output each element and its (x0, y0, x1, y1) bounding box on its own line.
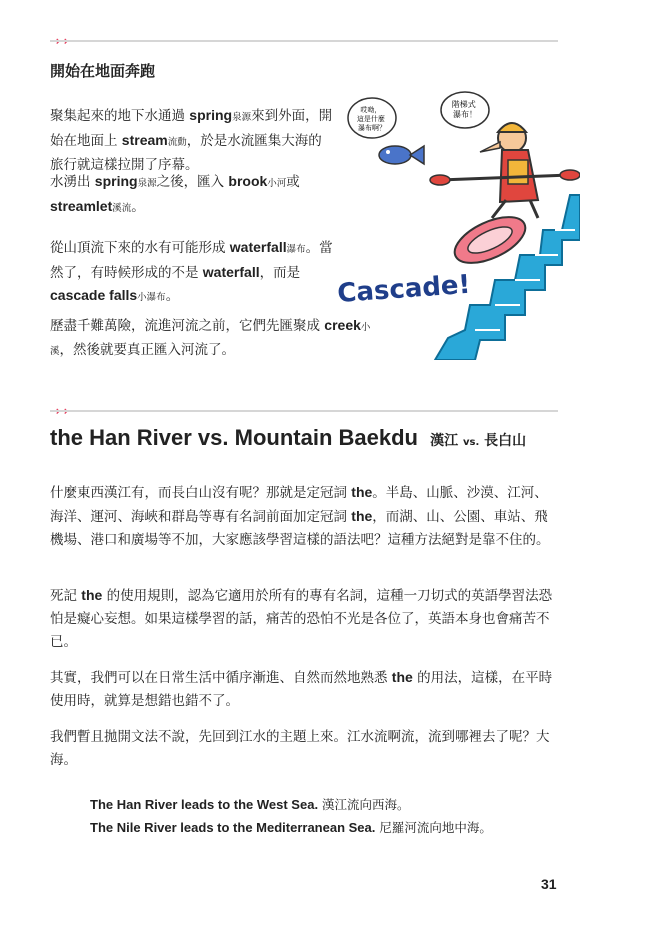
text-run: 的用法，這樣，在平時使用時，就算是想錯也錯不了。 (50, 670, 553, 709)
rafting-illustration (330, 90, 580, 360)
fish (379, 146, 411, 164)
text-run: 。 (131, 199, 145, 215)
fish-bubble-text: 哎呦， 這是什麼 瀑布啊？ (356, 106, 386, 132)
english-term: brook (228, 173, 268, 189)
gloss: 小河 (267, 178, 287, 189)
gloss: 泉源 (137, 178, 157, 189)
paragraph (50, 726, 560, 772)
example-sentence: The Han River leads to the West Sea. 漢江流向西海。 (90, 797, 410, 812)
text-run: 歷盡千難萬險，流進河流之前，它們先匯聚成 (50, 318, 325, 334)
english-term: the (81, 587, 103, 603)
text-run: 死記 (50, 588, 82, 604)
english-term: cascade falls (50, 287, 138, 303)
paragraph (50, 584, 560, 654)
text-run: 的使用規則，認為它適用於所有的專有名詞，這種一刀切式的英語學習法恐怕是癡心妄想。如果這樣學習的話，痛苦的恐怕不光是各位了，英語本身也會痛苦不已。 (50, 588, 553, 650)
english-term: the (391, 669, 413, 685)
text-run: ，於是水流匯集大海的旅行就這樣拉開了序幕。 (50, 133, 322, 173)
text-run: 什麼東西漢江有，而長白山沒有呢？那就是定冠詞 (50, 485, 352, 501)
section-heading (50, 425, 526, 451)
section-title: 開始在地面奔跑 (50, 62, 156, 80)
english-term: waterfall (229, 239, 287, 255)
paragraph (50, 104, 335, 176)
paragraph (50, 666, 560, 713)
text-run: 從山頂流下來的水有可能形成 (50, 240, 230, 256)
english-term: the (351, 484, 373, 500)
english-term: the (351, 508, 373, 524)
gloss: 瀑布 (286, 244, 306, 255)
text-run: 聚集起來的地下水通過 (50, 108, 190, 124)
gloss: 小瀑布 (137, 292, 166, 303)
english-term: spring (94, 173, 138, 189)
heading-chinese: 漢江 vs. 長白山 (430, 433, 527, 449)
english-term: spring (189, 107, 233, 123)
english-term: stream (121, 132, 168, 148)
heading-english: the Han River vs. Mountain Baekdu (50, 425, 418, 450)
cascade-caption: Cascade! (336, 269, 472, 309)
gloss: 流動 (167, 137, 187, 148)
text-run: 我們暫且拋開文法不說，先回到江水的主題上來。江水流啊流，流到哪裡去了呢？大海。 (50, 729, 550, 768)
page-number: 31 (541, 876, 557, 892)
text-run: 或 (286, 174, 300, 190)
text-run: ，而是 (259, 265, 301, 281)
section-divider (50, 40, 558, 42)
section-divider (50, 410, 558, 412)
text-run: 水湧出 (50, 174, 95, 190)
text-run: 。半島、山脈、沙漠、江河、海洋、運河、海峽和群島等專有名詞前面加定冠詞 (50, 485, 548, 525)
text-run: ，然後就要真正匯入河流了。 (59, 342, 236, 358)
text-run: 其實，我們可以在日常生活中循序漸進、自然而然地熟悉 (50, 670, 392, 686)
gloss: 溪流 (112, 203, 132, 214)
text-run: 來到外面，開始在地面上 (50, 108, 333, 149)
paragraph (50, 236, 335, 309)
example-sentence: The Nile River leads to the Mediterranean Sea. 尼羅河流向地中海。 (90, 820, 492, 835)
paragraph (50, 170, 335, 220)
man-bubble-text: 階梯式 瀑布！ (451, 100, 477, 119)
english-term: streamlet (50, 198, 113, 214)
gloss: 小溪 (50, 322, 371, 357)
text-run: ，而湖、山、公園、車站、飛機場、港口和廣場等不加，大家應該學習這樣的語法吧？這種方法絕對是靠不住的。 (50, 509, 550, 548)
text-run: 。 (165, 288, 180, 304)
english-term: creek (324, 317, 361, 333)
gloss: 泉源 (232, 112, 252, 123)
english-term: waterfall (202, 264, 260, 280)
paragraph (50, 481, 560, 552)
text-run: 。當然了，有時候形成的不是 (50, 240, 333, 281)
text-run: 之後，匯入 (156, 174, 229, 190)
